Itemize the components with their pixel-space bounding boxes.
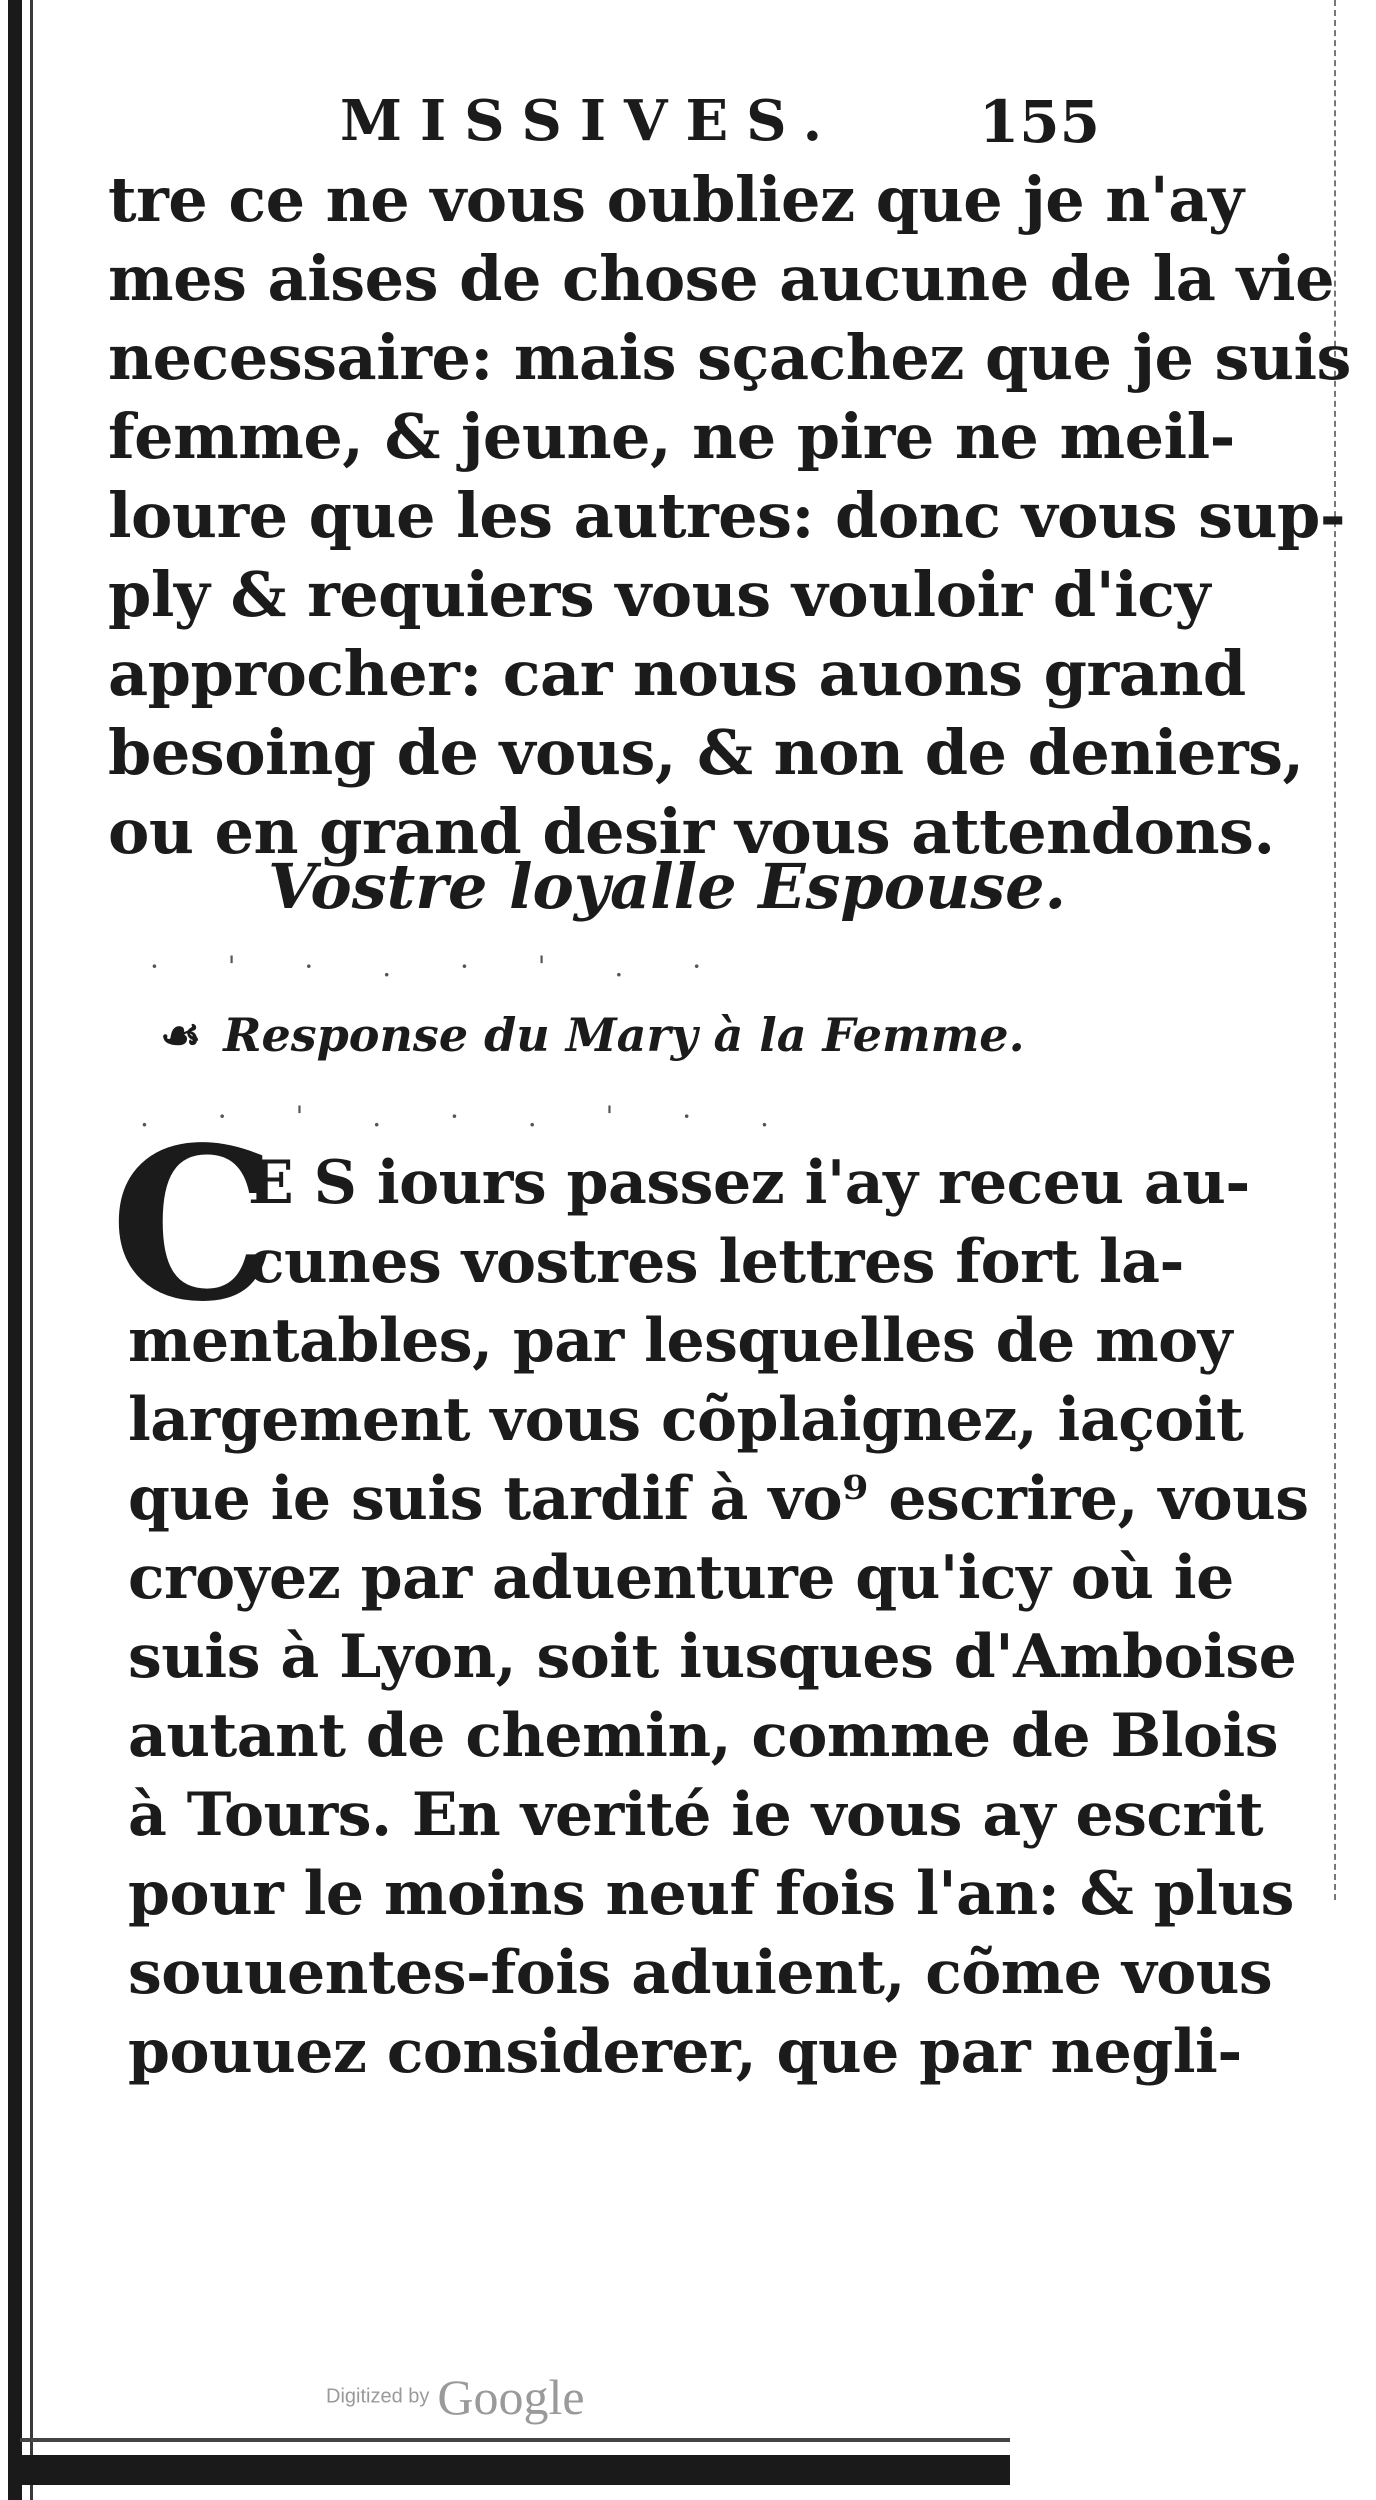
- section-heading-text: Response du Mary à la Femme.: [223, 1008, 1025, 1062]
- text-line: que ie suis tardif à vo⁹ escrire, vous: [128, 1464, 1309, 1534]
- page-number: 155: [978, 88, 1100, 156]
- text-line: loure que les autres: donc vous sup-: [108, 479, 1346, 552]
- text-line: cunes vostres lettres fort la-: [248, 1227, 1184, 1297]
- text-line: ou en grand desir vous attendons.: [108, 795, 1275, 868]
- text-line: ply & requiers vous vouloir d'icy: [108, 558, 1211, 631]
- text-line: pour le moins neuf fois l'an: & plus: [128, 1859, 1294, 1929]
- text-line: suis à Lyon, soit iusques d'Amboise: [128, 1622, 1297, 1692]
- text-line: à Tours. En verité ie vous ay escrit: [128, 1780, 1264, 1850]
- page-header: [120, 88, 1100, 158]
- text-line: souuentes-fois aduient, cõme vous: [128, 1938, 1273, 2008]
- reply-text: [128, 1144, 1309, 2092]
- text-line: pouuez considerer, que par negli-: [128, 2017, 1242, 2087]
- text-line: mentables, par lesquelles de moy: [128, 1306, 1232, 1376]
- scan-edge-left-line: [30, 0, 33, 2500]
- google-logo: Google: [437, 2369, 585, 2425]
- digitization-watermark: [326, 2368, 585, 2426]
- print-specks: · ' · . · ' . ·: [150, 950, 732, 983]
- text-line: necessaire: mais sçachez que je suis: [108, 321, 1351, 394]
- digitized-by-label: Digitized by: [326, 2385, 430, 2408]
- text-line: largement vous cõplaignez, iaçoit: [128, 1385, 1244, 1455]
- letter-signature: Vostre loyalle Espouse.: [268, 850, 1067, 923]
- text-line: autant de chemin, comme de Blois: [128, 1701, 1279, 1771]
- text-line: mes aises de chose aucune de la vie: [108, 242, 1335, 315]
- running-head: MISSIVES.: [340, 88, 841, 154]
- drop-cap: C: [110, 1101, 278, 1348]
- text-line: approcher: car nous auons grand: [108, 637, 1246, 710]
- text-line: besoing de vous, & non de deniers,: [108, 716, 1304, 789]
- section-heading: [160, 1008, 1025, 1062]
- fleuron-icon: ☙: [160, 1008, 202, 1062]
- text-line: tre ce ne vous oubliez que je n'ay: [108, 163, 1244, 236]
- text-line: E S iours passez i'ay receu au-: [248, 1148, 1250, 1218]
- scan-edge-bottom: [20, 2455, 1010, 2485]
- print-specks: . · ' . · . ' · .: [140, 1100, 799, 1133]
- scan-edge-bottom-line: [20, 2438, 1010, 2442]
- text-line: femme, & jeune, ne pire ne meil-: [108, 400, 1235, 473]
- scan-edge-left: [8, 0, 22, 2500]
- text-line: croyez par aduenture qu'icy où ie: [128, 1543, 1234, 1613]
- letter-end-text: [108, 160, 1351, 871]
- scan-edge-right: [1334, 0, 1340, 1900]
